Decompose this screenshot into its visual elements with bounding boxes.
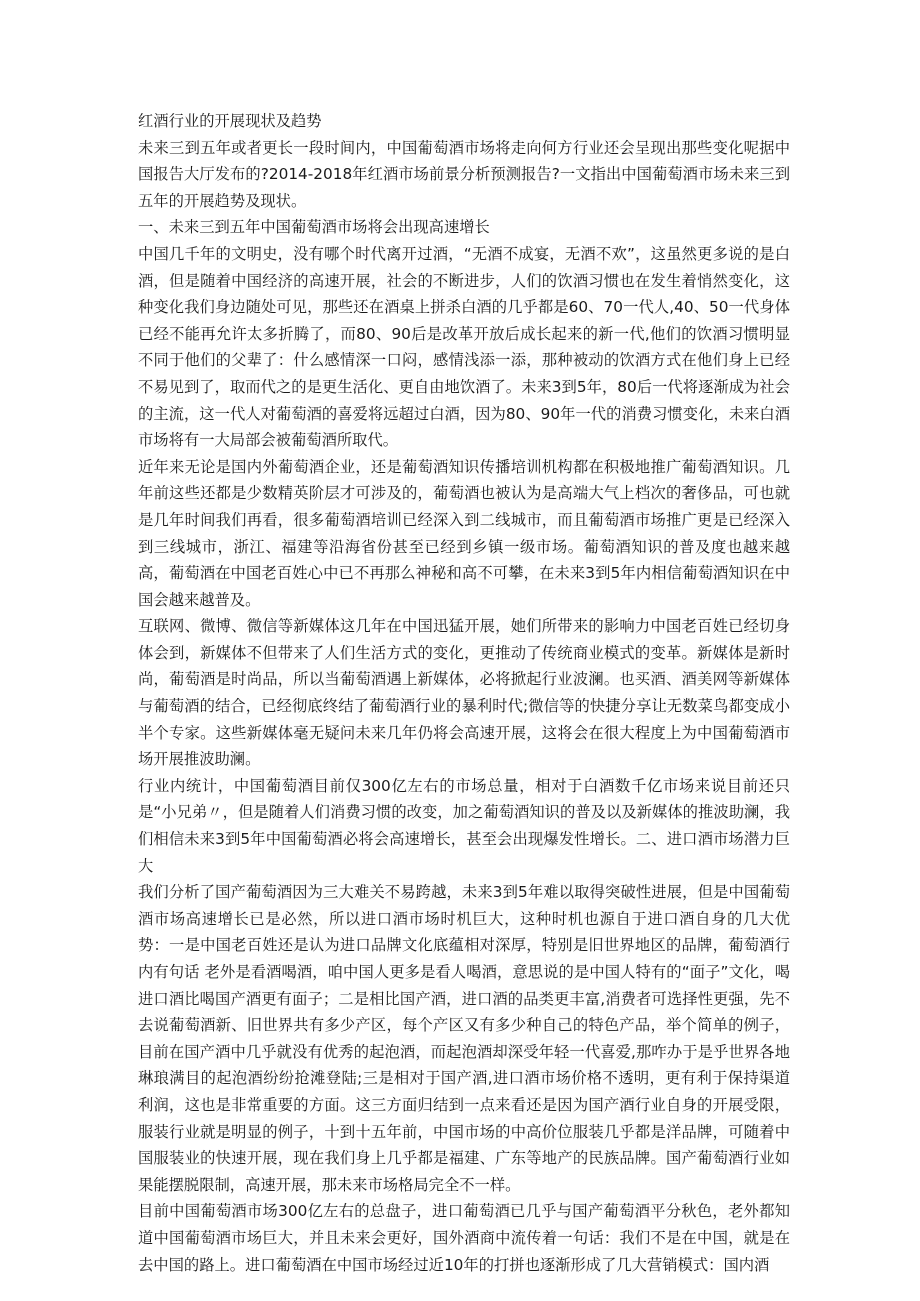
document-title: 红酒行业的开展现状及趋势: [138, 112, 322, 130]
paragraph-5: 我们分析了国产葡萄酒因为三大难关不易跨越，未来3到5年难以取得突破性进展，但是中国葡萄酒市场高速增长已是必然，所以进口酒市场时机巨大，这种时机也源自于进口酒自身的几大优势：一是中国老百姓还是认为进口品牌文化底蕴相对深厚，特别是旧世界地区的品牌，葡萄酒行内有句话 老外是看酒喝酒，咱中国人更多是看人喝酒，意思说的是中国人特有的“面子”文化，喝进口酒比喝国产酒更有面子；二是相比国产酒，进口酒的品类更丰富,消费者可选择性更强，先不去说葡萄酒新、旧世界共有多少产区，每个产区又有多少种自己的特色产品，举个简单的例子，目前在国产酒中几乎就没有优秀的起泡酒，而起泡酒却深受年轻一代喜爱,那咋办于是乎世界各地琳琅满目的起泡酒纷纷抢滩登陆;三是相对于国产酒,进口酒市场价格不透明，更有利于保持渠道利润，这也是非常重要的方面。这三方面归结到一点来看还是因为国产酒行业自身的开展受限，服装行业就是明显的例子，十到十五年前，中国市场的中高价位服装几乎都是洋品牌，可随着中国服装业的快速开展，现在我们身上几乎都是福建、广东等地产的民族品牌。国产葡萄酒行业如果能摆脱限制，高速开展，那未来市场格局完全不一样。: [138, 883, 790, 1194]
paragraph-1: 中国几千年的文明史，没有哪个时代离开过酒，“无酒不成宴，无酒不欢”，这虽然更多说的是白酒，但是随着中国经济的高速开展，社会的不断进步，人们的饮酒习惯也在发生着悄然变化，这种变化我们身边随处可见，那些还在酒桌上拼杀白酒的几乎都是60、70一代人,40、50一代身体已经不能再允许太多折腾了，而80、90后是改革开放后成长起来的新一代,他们的饮酒习惯明显不同于他们的父辈了：什么感情深一口闷，感情浅添一添，那种被动的饮酒方式在他们身上已经不易见到了，取而代之的是更生活化、更自由地饮酒了。未来3到5年，80后一代将逐渐成为社会的主流，这一代人对葡萄酒的喜爱将远超过白酒，因为80、90年一代的消费习惯变化，未来白酒市场将有一大局部会被葡萄酒所取代。: [138, 244, 790, 450]
paragraph-6: 目前中国葡萄酒市场300亿左右的总盘子，进口葡萄酒已几乎与国产葡萄酒平分秋色，老外都知道中国葡萄酒市场巨大，并且未来会更好，国外酒商中流传着一句话：我们不是在中国，就是在去中国的路上。进口葡萄酒在中国市场经过近10年的打拼也逐渐形成了几大营销模式：国内酒: [138, 1202, 790, 1274]
paragraph-2: 近年来无论是国内外葡萄酒企业，还是葡萄酒知识传播培训机构都在积极地推广葡萄酒知识。几年前这些还都是少数精英阶层才可涉及的，葡萄酒也被认为是高端大气上档次的奢侈品，可也就是几年时间我们再看，很多葡萄酒培训已经深入到二线城市，而且葡萄酒市场推广更是已经深入到三线城市，浙江、福建等沿海省份甚至已经到乡镇一级市场。葡萄酒知识的普及度也越来越高，葡萄酒在中国老百姓心中已不再那么神秘和高不可攀，在未来3到5年内相信葡萄酒知识在中国会越来越普及。: [138, 457, 790, 609]
section-heading-1: 一、未来三到五年中国葡萄酒市场将会出现高速增长: [138, 218, 490, 237]
paragraph-3: 互联网、微博、微信等新媒体这几年在中国迅猛开展，她们所带来的影响力中国老百姓已经切身体会到，新媒体不但带来了人们生活方式的变化，更推动了传统商业模式的变革。新媒体是新时尚，葡萄酒是时尚品，所以当葡萄酒遇上新媒体，必将掀起行业波澜。也买酒、酒美网等新媒体与葡萄酒的结合，已经彻底终结了葡萄酒行业的暴利时代;微信等的快捷分享让无数菜鸟都变成小半个专家。这些新媒体毫无疑问未来几年仍将会高速开展，这将会在很大程度上为中国葡萄酒市场开展推波助澜。: [138, 617, 790, 769]
paragraph-4: 行业内统计，中国葡萄酒目前仅300亿左右的市场总量，相对于白酒数千亿市场来说目前还只是“小兄弟〃，但是随着人们消费习惯的改变，加之葡萄酒知识的普及以及新媒体的推波助澜，我们相信未来3到5年中国葡萄酒必将会高速增长，甚至会出现爆发性增长。二、进口酒市场潜力巨大: [138, 776, 790, 875]
intro-paragraph: 未来三到五年或者更长一段时间内，中国葡萄酒市场将走向何方行业还会呈现出那些变化呢据中国报告大厅发布的?2014-2018年红酒市场前景分析预测报告?一文指出中国葡萄酒市场未来三到五年的开展趋势及现状。: [138, 138, 790, 210]
document-page: [138, 108, 790, 1278]
